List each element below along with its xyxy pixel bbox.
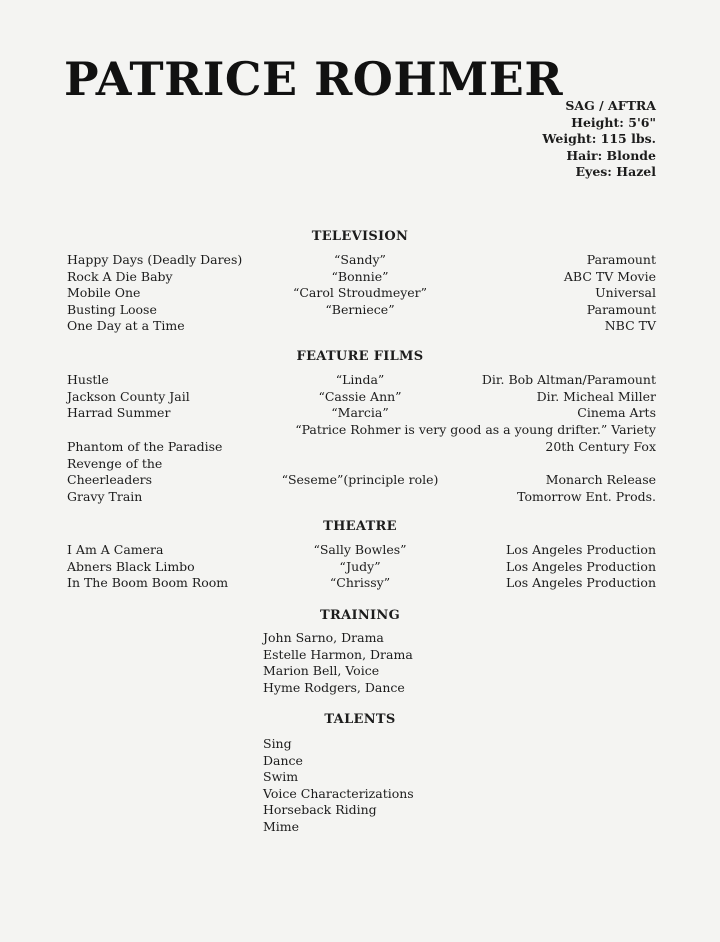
credit-role: “Sandy” (334, 252, 386, 267)
resume-name: PATRICE ROHMER (64, 52, 564, 106)
credit-title: Happy Days (Deadly Dares) (67, 252, 243, 267)
credit-row (0, 405, 720, 422)
credit-row (0, 285, 720, 302)
theatre-heading: THEATRE (323, 519, 397, 534)
credit-company: Cinema Arts (577, 405, 656, 421)
credit-row (0, 302, 720, 319)
list-item: Mime (263, 818, 300, 834)
list-item: John Sarno, Drama (263, 630, 384, 645)
credit-row (0, 252, 720, 269)
credit-title: Mobile One (67, 285, 141, 301)
credit-row (0, 318, 720, 335)
credit-company: Los Angeles Production (505, 575, 656, 591)
credit-company: Los Angeles Production (505, 558, 656, 574)
talents-heading: TALENTS (324, 712, 396, 727)
credit-company: Paramount (586, 301, 656, 317)
credit-title: Phantom of the Paradise (67, 439, 223, 454)
credit-row (0, 439, 720, 456)
credit-role: “Marcia” (331, 405, 389, 421)
list-item: Marion Bell, Voice (263, 663, 380, 679)
credit-role: “Linda” (335, 372, 385, 387)
credit-role: “Bonnie” (331, 268, 389, 284)
credit-title: Busting Loose (67, 301, 157, 317)
credit-title: In The Boom Boom Room (67, 575, 229, 591)
credit-title: One Day at a Time (67, 318, 185, 334)
eyes-stat: Eyes: Hazel (575, 164, 656, 180)
list-item: Hyme Rodgers, Dance (263, 679, 405, 695)
credit-role: “Judy” (339, 558, 381, 574)
credit-title: Gravy Train (67, 488, 143, 504)
credit-title: Cheerleaders (67, 472, 153, 488)
credit-title: Abners Black Limbo (67, 558, 195, 574)
training-heading: TRAINING (320, 608, 400, 623)
credit-title: Rock A Die Baby (67, 268, 173, 284)
list-item: Dance (263, 752, 303, 768)
height-stat: Height: 5'6" (571, 114, 656, 130)
credit-row (0, 559, 720, 576)
weight-stat: Weight: 115 lbs. (542, 131, 656, 147)
credit-company: Universal (595, 285, 656, 301)
list-item: Voice Characterizations (263, 785, 414, 801)
list-item: Horseback Riding (263, 802, 377, 818)
credit-company: Monarch Release (545, 472, 656, 488)
credit-company: 20th Century Fox (545, 439, 656, 454)
credit-title: I Am A Camera (67, 542, 164, 557)
credit-row (0, 542, 720, 559)
credit-company: ABC TV Movie (563, 268, 656, 284)
credit-row (0, 269, 720, 286)
credit-company: Paramount (586, 252, 656, 267)
credit-company: Dir. Micheal Miller (536, 388, 656, 404)
credit-role: “Berniece” (325, 301, 395, 317)
credit-row (0, 489, 720, 506)
credit-row (0, 472, 720, 489)
credit-row (0, 372, 720, 389)
credit-company: Tomorrow Ent. Prods. (517, 488, 656, 504)
credit-row (0, 456, 720, 473)
credit-row (0, 575, 720, 592)
credit-row (0, 389, 720, 406)
talents-list (263, 736, 414, 836)
list-item: Sing (263, 736, 292, 751)
credit-role: “Chrissy” (329, 575, 391, 591)
credit-title: Harrad Summer (67, 405, 171, 421)
hair-stat: Hair: Blonde (566, 147, 656, 163)
credit-title: Jackson County Jail (67, 388, 190, 404)
credit-role: “Sally Bowles” (313, 542, 407, 557)
list-item: Swim (263, 769, 299, 785)
credit-role: “Seseme”(principle role) (281, 472, 439, 488)
credit-title: Hustle (67, 372, 109, 387)
credit-title: Revenge of the (67, 455, 163, 471)
credit-role: “Cassie Ann” (318, 388, 402, 404)
list-item: Estelle Harmon, Drama (263, 646, 413, 662)
variety-quote: “Patrice Rohmer is very good as a young drifter.” Variety (295, 422, 656, 437)
credit-company: Los Angeles Production (505, 542, 656, 557)
union-affiliation: SAG / AFTRA (565, 98, 656, 113)
credit-company: Dir. Bob Altman/Paramount (481, 372, 656, 387)
stats-block (542, 98, 656, 181)
television-heading: TELEVISION (311, 229, 409, 244)
credit-role: “Carol Stroudmeyer” (292, 285, 428, 301)
credit-company: NBC TV (604, 318, 656, 334)
feature-films-heading: FEATURE FILMS (296, 349, 424, 364)
training-list (263, 630, 413, 696)
